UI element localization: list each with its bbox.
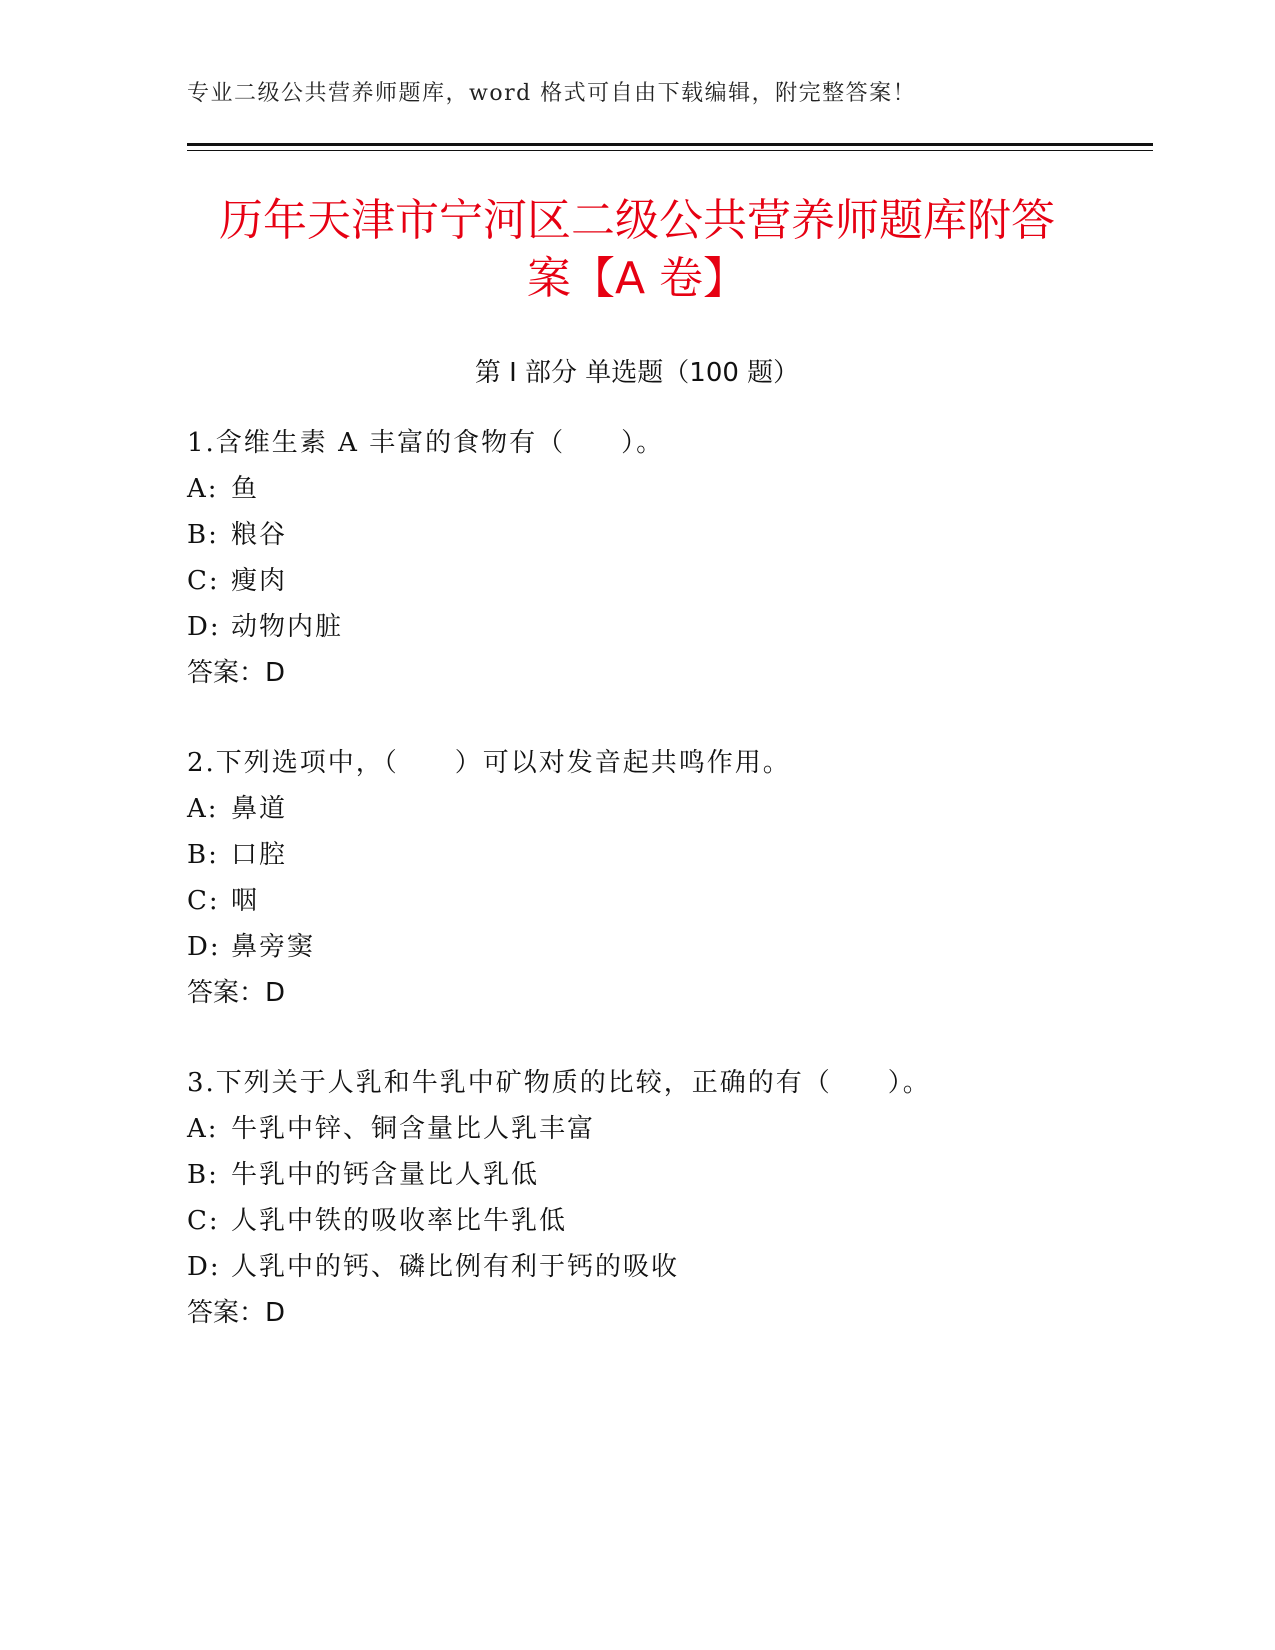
answer: 答案：D [187, 1298, 286, 1328]
option-key: B: [187, 520, 219, 550]
option-text: 粮谷 [231, 520, 288, 550]
option-text: 瘦肉 [231, 566, 288, 596]
option-key: C: [187, 886, 220, 916]
option-key: A: [187, 474, 219, 504]
question-stem: 1.含维生素 A 丰富的食物有（ ）。 [187, 428, 665, 458]
option-text: 人乳中的钙、磷比例有利于钙的吸收 [231, 1252, 680, 1282]
option-text: 咽 [231, 886, 260, 916]
document-title [187, 192, 1087, 308]
option-text: 鼻道 [231, 794, 288, 824]
header-note: 专业二级公共营养师题库，word 格式可自由下载编辑，附完整答案！ [187, 81, 917, 106]
question-1 [187, 420, 1167, 696]
option-d [187, 604, 1167, 650]
option-a [187, 466, 1167, 512]
option-b [187, 512, 1167, 558]
option-d [187, 924, 1167, 970]
option-text: 牛乳中的钙含量比人乳低 [231, 1160, 540, 1190]
title-line-2: 案【A 卷】 [526, 253, 748, 304]
option-key: B: [187, 840, 219, 870]
option-text: 牛乳中锌、铜含量比人乳丰富 [231, 1114, 596, 1144]
option-text: 动物内脏 [231, 612, 344, 642]
title-line-1: 历年天津市宁河区二级公共营养师题库附答 [219, 195, 1055, 246]
option-c [187, 878, 1167, 924]
section-title: 第 I 部分 单选题（100 题） [474, 358, 800, 388]
option-key: C: [187, 566, 220, 596]
option-key: C: [187, 1206, 220, 1236]
answer: 答案：D [187, 978, 286, 1008]
option-a [187, 786, 1167, 832]
header-rule-thick [187, 143, 1153, 146]
question-2 [187, 740, 1167, 1016]
option-b [187, 1152, 1167, 1198]
option-key: B: [187, 1160, 219, 1190]
option-key: D: [187, 612, 221, 642]
option-key: A: [187, 794, 219, 824]
question-3 [187, 1060, 1167, 1336]
question-stem: 3.下列关于人乳和牛乳中矿物质的比较，正确的有（ ）。 [187, 1068, 931, 1098]
option-text: 鼻旁窦 [231, 932, 316, 962]
option-c [187, 1198, 1167, 1244]
answer: 答案：D [187, 658, 286, 688]
option-key: A: [187, 1114, 219, 1144]
option-b [187, 832, 1167, 878]
option-text: 口腔 [231, 840, 288, 870]
option-text: 鱼 [231, 474, 260, 504]
option-d [187, 1244, 1167, 1290]
option-a [187, 1106, 1167, 1152]
option-key: D: [187, 1252, 221, 1282]
option-c [187, 558, 1167, 604]
option-key: D: [187, 932, 221, 962]
header-rule-thin [187, 150, 1153, 151]
question-stem: 2.下列选项中，（ ）可以对发音起共鸣作用。 [187, 748, 791, 778]
option-text: 人乳中铁的吸收率比牛乳低 [231, 1206, 568, 1236]
